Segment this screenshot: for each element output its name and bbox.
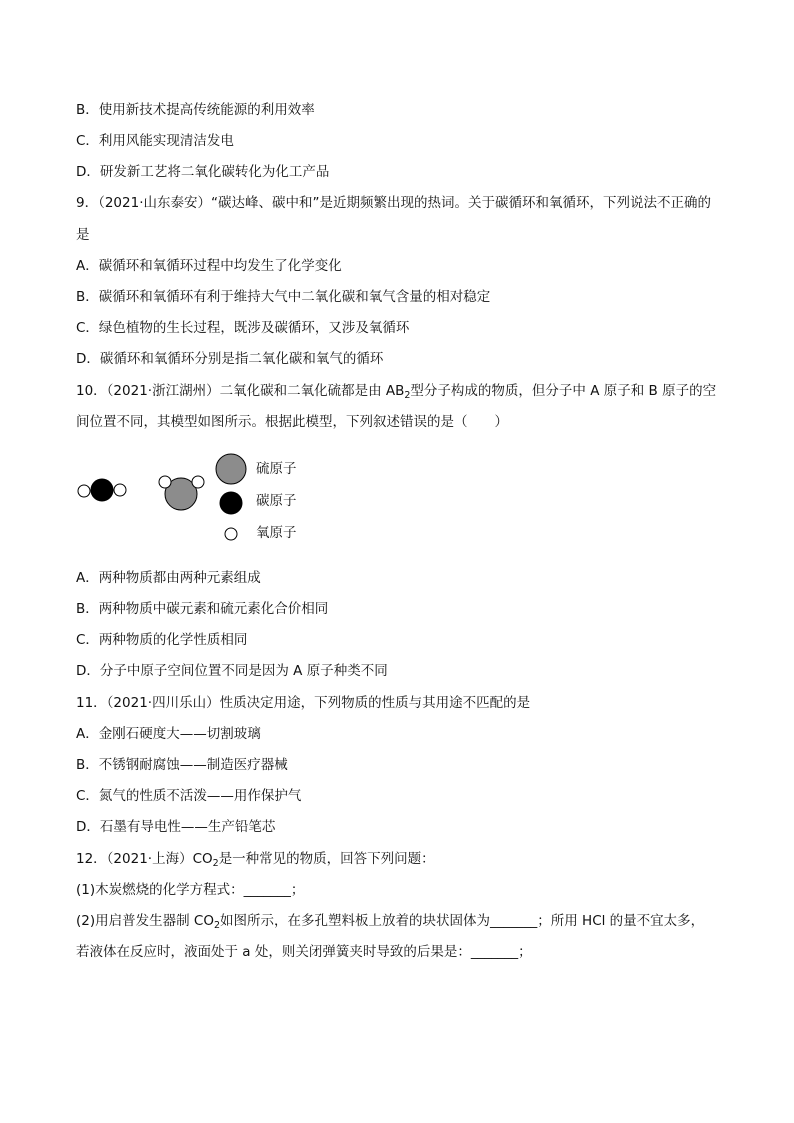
legend-carbon-symbol bbox=[220, 492, 242, 514]
q12-stem-part-b: 是一种常见的物质，回答下列问题： bbox=[218, 851, 435, 867]
q11-option-d: D．石墨有导电性——生产铅笔芯 bbox=[76, 819, 276, 835]
q9-stem-line1: 9．（2021·山东泰安）“碳达峰、碳中和”是近期频繁出现的热词。关于碳循环和氧循环，下列说法不正确的 bbox=[76, 195, 711, 211]
q8-option-b: B．使用新技术提高传统能源的利用效率 bbox=[76, 102, 315, 118]
q10-option-a: A．两种物质都由两种元素组成 bbox=[76, 570, 261, 586]
q12-part2-subscript: 2 bbox=[213, 920, 221, 931]
q10-stem-part-b: 型分子构成的物质，但分子中 A 原子和 B 原子的空 bbox=[410, 383, 717, 399]
q9-stem-line2: 是 bbox=[76, 227, 90, 243]
q12-part2-line2: 若液体在反应时，液面处于 a 处，则关闭弹簧夹时导致的后果是：_______； bbox=[76, 944, 532, 960]
legend-oxygen-symbol bbox=[225, 528, 237, 540]
q12-stem-part-a: 12．（2021·上海）CO bbox=[76, 851, 213, 867]
co2-molecule bbox=[78, 479, 126, 501]
q12-part2-a: (2)用启普发生器制 CO bbox=[76, 913, 214, 929]
legend-carbon-label: 碳原子 bbox=[256, 493, 297, 509]
q12-subscript: 2 bbox=[212, 858, 219, 869]
q10-stem-part-a: 10．（2021·浙江湖州）二氧化碳和二氧化硫都是由 AB bbox=[76, 383, 405, 399]
q12-stem bbox=[76, 850, 435, 873]
q9-option-c: C．绿色植物的生长过程，既涉及碳循环，又涉及氧循环 bbox=[76, 320, 410, 336]
q12-part1: (1)木炭燃烧的化学方程式：_______； bbox=[76, 882, 305, 898]
legend-symbols bbox=[216, 454, 246, 540]
legend-sulfur-symbol bbox=[216, 454, 246, 484]
q9-option-d: D．碳循环和氧循环分别是指二氧化碳和氧气的循环 bbox=[76, 351, 384, 367]
co2-carbon bbox=[91, 479, 113, 501]
q8-option-c: C．利用风能实现清洁发电 bbox=[76, 133, 234, 149]
q10-subscript: 2 bbox=[404, 390, 411, 401]
legend-sulfur-label: 硫原子 bbox=[256, 461, 297, 477]
q10-stem-line2: 间位置不同，其模型如图所示。根据此模型，下列叙述错误的是（ ） bbox=[76, 414, 508, 430]
q10-option-b: B．两种物质中碳元素和硫元素化合价相同 bbox=[76, 601, 329, 617]
q9-option-b: B．碳循环和氧循环有利于维持大气中二氧化碳和氧气含量的相对稳定 bbox=[76, 289, 491, 305]
q11-option-c: C．氮气的性质不活泼——用作保护气 bbox=[76, 788, 302, 804]
molecule-model-figure bbox=[60, 445, 260, 555]
q10-stem-line1 bbox=[76, 382, 716, 405]
q8-option-d: D．研发新工艺将二氧化碳转化为化工产品 bbox=[76, 164, 330, 180]
q11-option-a: A．金刚石硬度大——切割玻璃 bbox=[76, 726, 261, 742]
q12-part2-b: 如图所示，在多孔塑料板上放着的块状固体为_______；所用 HCl 的量不宜太多， bbox=[220, 913, 705, 929]
q11-stem: 11．（2021·四川乐山）性质决定用途，下列物质的性质与其用途不匹配的是 bbox=[76, 695, 531, 711]
q10-option-c: C．两种物质的化学性质相同 bbox=[76, 632, 248, 648]
so2-oxygen-left bbox=[159, 476, 171, 488]
co2-oxygen-left bbox=[78, 485, 90, 497]
q10-option-d: D．分子中原子空间位置不同是因为 A 原子种类不同 bbox=[76, 663, 388, 679]
co2-oxygen-right bbox=[114, 484, 126, 496]
so2-oxygen-right bbox=[192, 476, 204, 488]
legend-oxygen-label: 氧原子 bbox=[256, 525, 297, 541]
q12-part2-line1 bbox=[76, 912, 704, 935]
q11-option-b: B．不锈钢耐腐蚀——制造医疗器械 bbox=[76, 757, 288, 773]
q9-option-a: A．碳循环和氧循环过程中均发生了化学变化 bbox=[76, 258, 342, 274]
so2-molecule bbox=[159, 476, 204, 510]
